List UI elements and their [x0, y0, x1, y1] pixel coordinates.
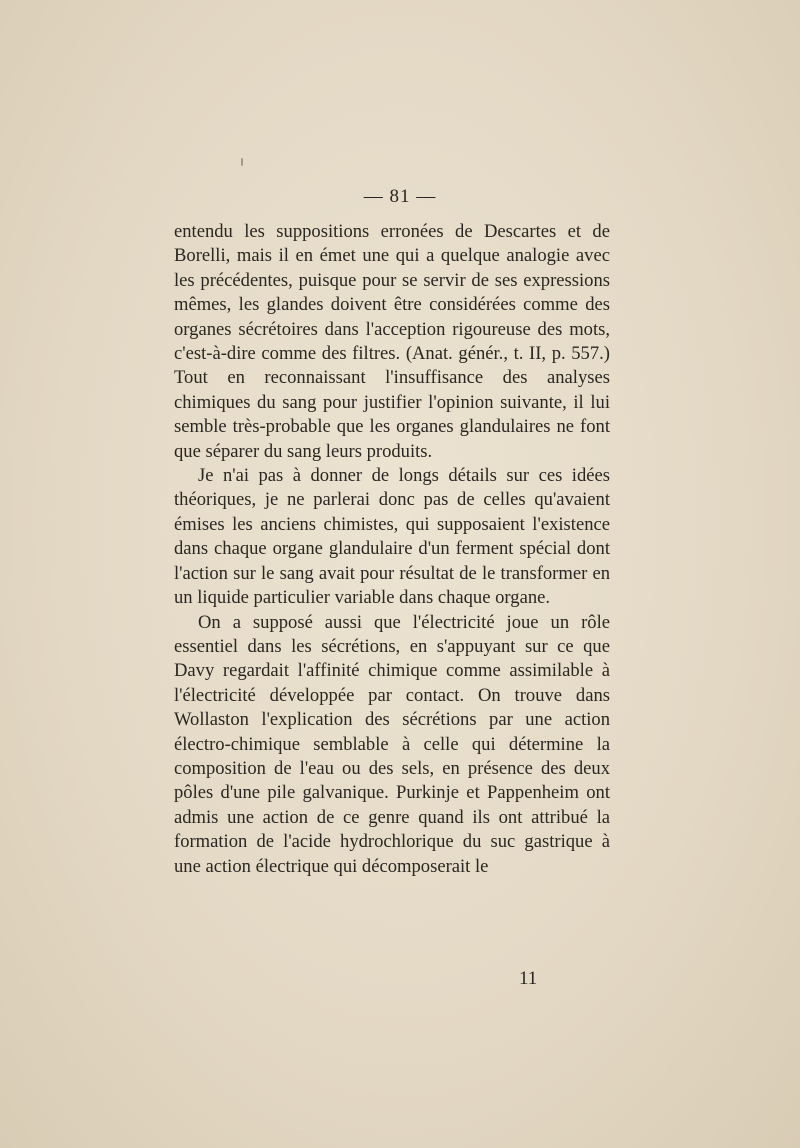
paragraph-3: On a supposé aussi que l'électricité joue un rôle essentiel dans les sécrétions, en s'appuyant sur ce que Davy regardait l'affinité chimique comme assimilable à l'électricité développée par contact. On trouve dans Wollaston l'explication des sécrétions par une action électro-chimique semblable à celle qui détermine la composition de l'eau ou des sels, en présence des deux pôles d'une pile galvanique. Purkinje et Pappenheim ont admis une action de ce genre quand ils ont attribué la formation de l'acide hydrochlorique du suc gastrique à une action électrique qui décomposerait le: [174, 611, 610, 877]
body-text: [174, 220, 610, 879]
paper-speck: [241, 158, 243, 166]
page-number-header: — 81 —: [363, 186, 437, 207]
paragraph-2: Je n'ai pas à donner de longs détails sur ces idées théoriques, je ne parlerai donc pas de celles qu'avaient émises les anciens chimistes, qui supposaient l'existence dans chaque organe glandulaire d'un ferment spécial dont l'action sur le sang avait pour résultat de le transformer en un liquide particulier variable dans chaque organe.: [174, 465, 610, 609]
signature-mark: 11: [519, 968, 538, 989]
paragraph-1: entendu les suppositions erronées de Descartes et de Borelli, mais il en émet une qui a quelque analogie avec les précédentes, puisque pour se servir de ses expressions mêmes, les glandes doivent être considérées comme des organes sécrétoires dans l'acception rigoureuse des mots, c'est-à-dire comme des filtres. (Anat. génér., t. II, p. 557.) Tout en reconnaissant l'insuffisance des analyses chimiques du sang pour justifier l'opinion suivante, il lui semble très-probable que les organes glandulaires ne font que séparer du sang leurs produits.: [174, 221, 610, 462]
